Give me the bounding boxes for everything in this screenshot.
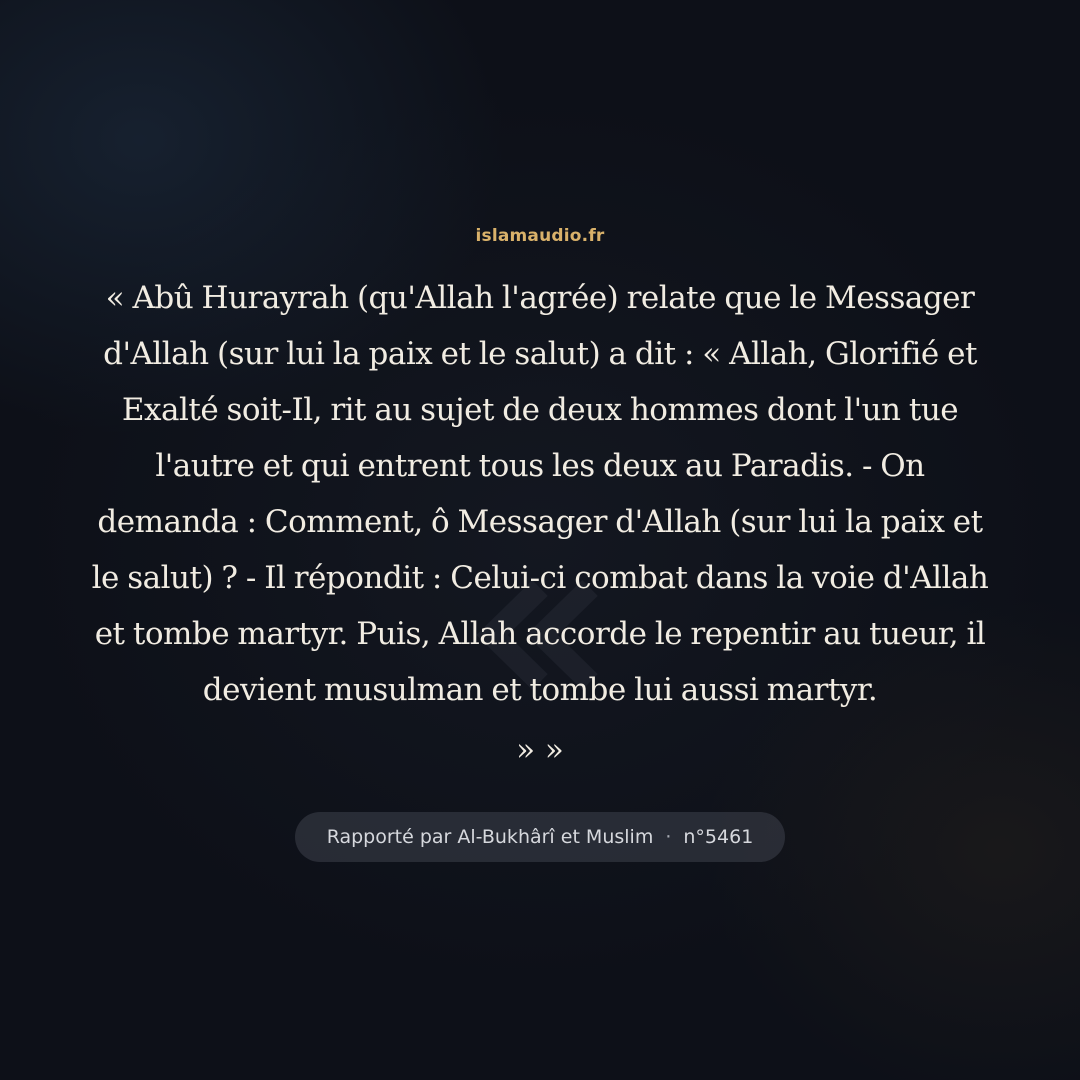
- hadith-text: « Abû Hurayrah (qu'Allah l'agrée) relate que le Messager d'Allah (sur lui la paix et le salut) a dit : « Allah, Glorifié et Exalté soit-Il, rit au sujet de deux hommes dont l'un tue l'autre et qui entrent tous les deux au Paradis. - On demanda : Comment, ô Messager d'Allah (sur lui la paix et le salut) ? - Il répondit : Celui-ci combat dans la voie d'Allah et tombe martyr. Puis, Allah accorde le repentir au tueur, il devient musulman et tombe lui aussi martyr.: [91, 280, 989, 708]
- hadith-closing-quotes: » »: [516, 732, 564, 768]
- hadith-number: n°5461: [683, 826, 754, 848]
- source-reference: Rapporté par Al-Bukhârî et Muslim: [326, 826, 654, 848]
- source-separator: ·: [665, 826, 672, 848]
- source-badge: [295, 812, 785, 862]
- brand-label: islamaudio.fr: [475, 226, 605, 246]
